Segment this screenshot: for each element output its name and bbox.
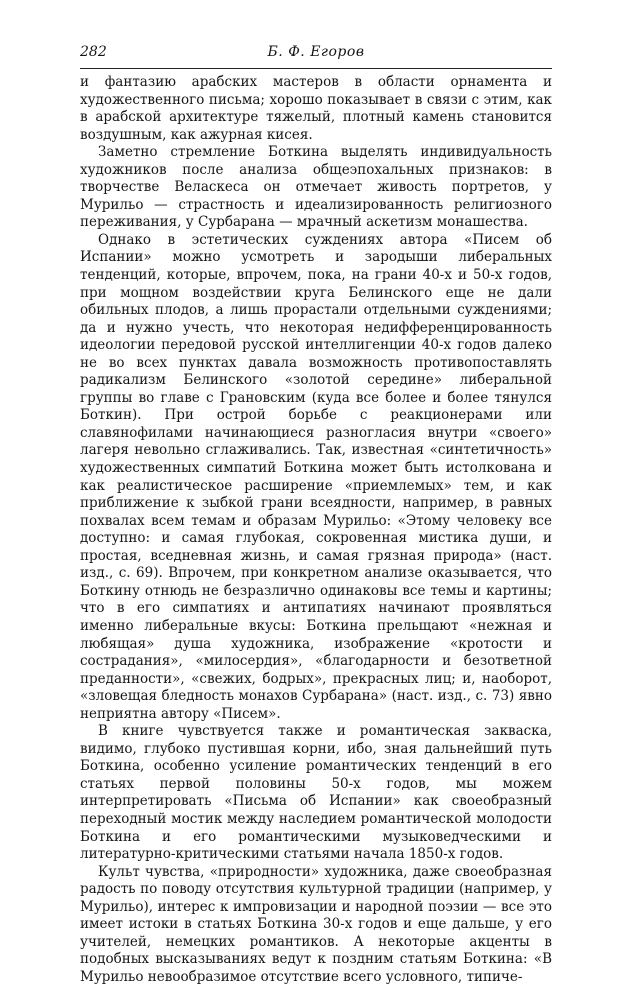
paragraph: Однако в эстетических суждениях автора «Писем об Испании» можно усмотреть и зародыши либеральных тенденций, которые, впрочем, пока, на грани 40-х и 50-х годов, при мощном воздействии круга Белинского еще не дали обильных плодов, а лишь прорастали отдельными суждениями; да и нужно учесть, что некоторая недифференцированность идеологии передовой русской интеллигенции 40-х годов далеко не во всех пунктах давала возможность противопоставлять радикализм Белинского «золотой середине» либеральной группы во главе с Грановским (куда все более и более тянулся Боткин). При острой борьбе с реакционерами или славянофилами начинающиеся разногласия внутри «своего» лагеря невольно сглаживались. Так, известная «синтетичность» художественных симпатий Боткина может быть истолкована и как реалистическое расширение «приемлемых» тем, и как приближение к зыбкой грани всеядности, например, в равных похвалах всем темам и образам Мурильо: «Этому человеку все доступно: и самая глубокая, сокровенная мистика души, и простая, вседневная жизнь, и самая грязная природа» (наст. изд., с. 69). Впрочем, при конкретном анализе оказывается, что Боткину отнюдь не безразлично одинаковы все темы и картины; что в его симпатиях и антипатиях начинают проявляться именно либеральные вкусы: Боткина прельщают «нежная и любящая» душа художника, изображение «кротости и сострадания», «милосердия», «благодарности и безответной преданности», «свежих, бодрых», прекрасных лиц; и, наоборот, «зловещая бледность монахов Сурбарана» (наст. изд., с. 73) явно неприятна автору «Писем».: [80, 231, 552, 722]
header-rule: [80, 68, 552, 69]
page-number: 282: [80, 44, 107, 60]
paragraph: В книге чувствуется также и романтическая закваска, видимо, глубоко пустившая корни, ибо, зная дальнейший путь Боткина, особенно усиление романтических тенденций в его статьях первой половины 50-х годов, мы можем интерпретировать «Письма об Испании» как своеобразный переходный мостик между наследием романтической молодости Боткина и его романтическими музыковедческими и литературно-критическими статьями начала 1850-х годов.: [80, 723, 552, 863]
running-head: Б. Ф. Егоров: [267, 44, 365, 60]
paragraph: Культ чувства, «природности» художника, даже своеобразная радость по поводу отсутствия культурной традиции (например, у Мурильо), интерес к импровизации и народной поэзии — все это имеет истоки в статьях Боткина 30-х годов и еще дальше, у его учителей, немецких романтиков. А некоторые акценты в подобных высказываниях ведут к поздним статьям Боткина: «В Мурильо невообразимое отсутствие всего условного, типиче-: [80, 863, 552, 985]
paragraph: Заметно стремление Боткина выделять индивидуальность художников после анализа общеэпохальных признаков: в творчестве Веласкеса он отмечает живость портретов, у Мурильо — страстность и идеализированность религиозного переживания, у Сурбарана — мрачный аскетизм монашества.: [80, 144, 552, 231]
paragraph: и фантазию арабских мастеров в области орнамента и художественного письма; хорошо показывает в связи с этим, как в арабской архитектуре тяжелый, плотный камень становится воздушным, как ажурная кисея.: [80, 74, 552, 143]
page-header: [80, 44, 552, 64]
body-text: [80, 74, 552, 986]
